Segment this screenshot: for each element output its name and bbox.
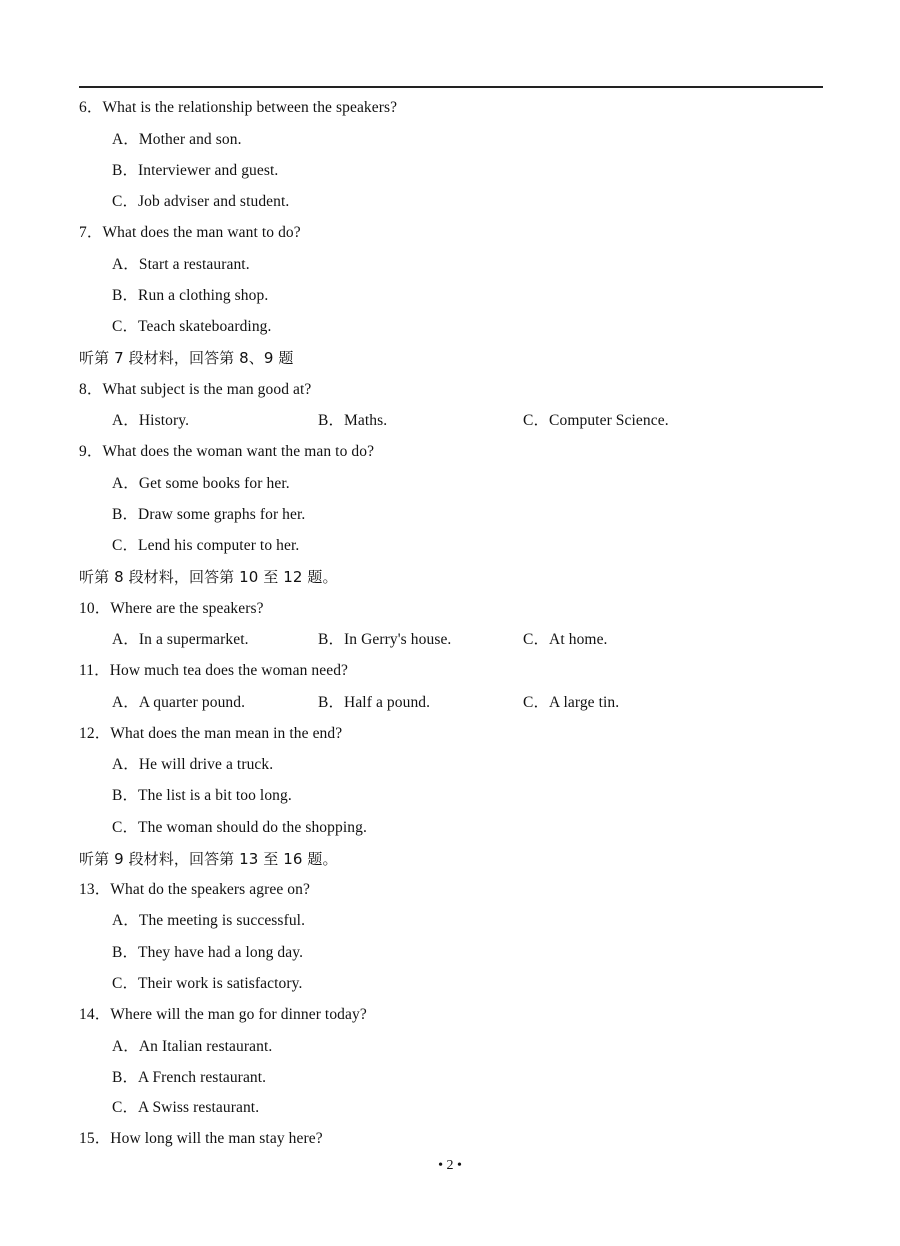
question-7: 7．What does the man want to do? (79, 224, 301, 241)
question-9: 9．What does the woman want the man to do? (79, 443, 375, 460)
question-11-option-b: B．Half a pound. (318, 694, 431, 711)
question-11: 11．How much tea does the woman need? (79, 662, 349, 679)
question-14-option-b: B．A French restaurant. (112, 1069, 267, 1086)
question-12-option-b: B．The list is a bit too long. (112, 787, 292, 804)
question-10-option-c: C．At home. (523, 631, 608, 648)
question-14: 14．Where will the man go for dinner today? (79, 1006, 367, 1023)
question-10-option-a: A．In a supermarket. (112, 631, 249, 648)
question-8: 8．What subject is the man good at? (79, 381, 312, 398)
section-heading-8: 听第 8 段材料，回答第 10 至 12 题。 (79, 568, 338, 586)
question-6: 6．What is the relationship between the speakers? (79, 99, 398, 116)
question-12-option-a: A．He will drive a truck. (112, 756, 274, 773)
question-10-option-b: B．In Gerry's house. (318, 631, 452, 648)
question-6-option-a: A．Mother and son. (112, 131, 242, 148)
question-12: 12．What does the man mean in the end? (79, 725, 343, 742)
question-7-option-b: B．Run a clothing shop. (112, 287, 269, 304)
question-9-option-c: C．Lend his computer to her. (112, 537, 300, 554)
section-heading-7: 听第 7 段材料，回答第 8、9 题 (79, 349, 294, 367)
page-number: • 2 • (438, 1158, 462, 1173)
question-8-option-c: C．Computer Science. (523, 412, 669, 429)
question-9-option-b: B．Draw some graphs for her. (112, 506, 306, 523)
question-13-option-c: C．Their work is satisfactory. (112, 975, 303, 992)
question-11-option-a: A．A quarter pound. (112, 694, 246, 711)
question-7-option-c: C．Teach skateboarding. (112, 318, 272, 335)
question-13-option-a: A．The meeting is successful. (112, 912, 306, 929)
header-rule (79, 86, 823, 88)
question-14-option-c: C．A Swiss restaurant. (112, 1099, 260, 1116)
question-15: 15．How long will the man stay here? (79, 1130, 323, 1147)
question-12-option-c: C．The woman should do the shopping. (112, 819, 367, 836)
question-13: 13．What do the speakers agree on? (79, 881, 310, 898)
question-8-option-b: B．Maths. (318, 412, 388, 429)
question-8-option-a: A．History. (112, 412, 190, 429)
question-6-option-c: C．Job adviser and student. (112, 193, 290, 210)
question-7-option-a: A．Start a restaurant. (112, 256, 250, 273)
section-heading-9: 听第 9 段材料，回答第 13 至 16 题。 (79, 850, 338, 868)
question-13-option-b: B．They have had a long day. (112, 944, 304, 961)
question-14-option-a: A．An Italian restaurant. (112, 1038, 273, 1055)
question-10: 10．Where are the speakers? (79, 600, 264, 617)
question-6-option-b: B．Interviewer and guest. (112, 162, 279, 179)
question-11-option-c: C．A large tin. (523, 694, 620, 711)
question-9-option-a: A．Get some books for her. (112, 475, 290, 492)
